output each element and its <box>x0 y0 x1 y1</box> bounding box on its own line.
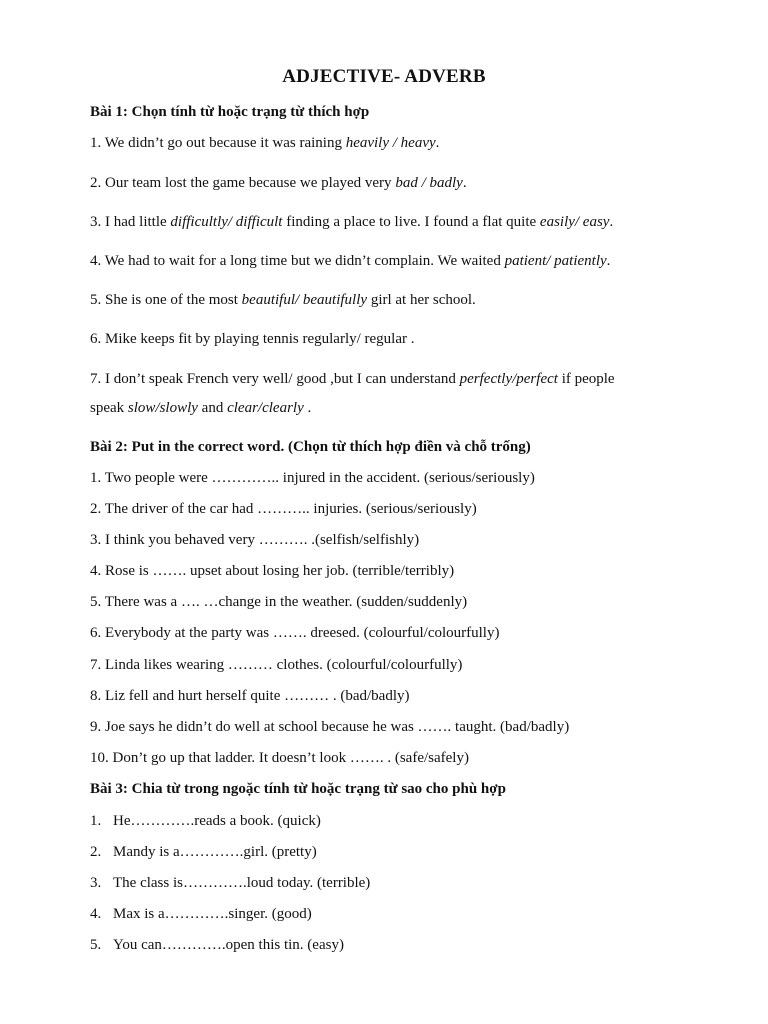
ex1-item-3: 3. I had little difficultly/ difficult finding a place to live. I found a flat quite easily/ easy. <box>90 214 614 230</box>
ex2-item-9: 9. Joe says he didn’t do well at school because he was ……. taught. (bad/badly) <box>90 719 570 735</box>
ex1-item-4: 4. We had to wait for a long time but we didn’t complain. We waited patient/ patiently. <box>90 253 611 269</box>
ex3-item-2: 2. Mandy is a………….girl. (pretty) <box>90 844 317 860</box>
ex2-item-1: 1. Two people were ………….. injured in the accident. (serious/seriously) <box>90 470 535 486</box>
ex1-heading: Bài 1: Chọn tính từ hoặc trạng từ thích hợp <box>90 104 370 120</box>
ex2-item-10: 10. Don’t go up that ladder. It doesn’t look ……. . (safe/safely) <box>90 750 469 766</box>
ex3-item-4: 4. Max is a………….singer. (good) <box>90 906 312 922</box>
ex1-item-2: 2. Our team lost the game because we played very bad / badly. <box>90 175 467 191</box>
ex1-item-7-cont: speak slow/slowly and clear/clearly . <box>90 400 312 416</box>
ex2-item-8: 8. Liz fell and hurt herself quite ……… . (bad/badly) <box>90 688 410 704</box>
ex2-item-6: 6. Everybody at the party was ……. dreesed. (colourful/colourfully) <box>90 625 500 641</box>
ex2-item-3: 3. I think you behaved very ………. .(selfish/selfishly) <box>90 532 420 548</box>
ex3-item-3: 3. The class is………….loud today. (terrible) <box>90 875 371 891</box>
ex2-item-5: 5. There was a …. …change in the weather. (sudden/suddenly) <box>90 594 468 610</box>
page-title: ADJECTIVE- ADVERB <box>282 66 486 87</box>
ex1-item-1: 1. We didn’t go out because it was raining heavily / heavy. <box>90 135 440 151</box>
ex2-item-7: 7. Linda likes wearing ……… clothes. (colourful/colourfully) <box>90 657 463 673</box>
ex2-heading: Bài 2: Put in the correct word. (Chọn từ thích hợp điền và chỗ trống) <box>90 439 531 455</box>
ex3-item-1: 1. He………….reads a book. (quick) <box>90 813 321 829</box>
ex3-item-5: 5. You can………….open this tin. (easy) <box>90 937 344 953</box>
ex1-item-5: 5. She is one of the most beautiful/ beautifully girl at her school. <box>90 292 476 308</box>
ex3-heading: Bài 3: Chia từ trong ngoặc tính từ hoặc trạng từ sao cho phù hợp <box>90 781 506 797</box>
ex2-item-4: 4. Rose is ……. upset about losing her job. (terrible/terribly) <box>90 563 455 579</box>
ex2-item-2: 2. The driver of the car had ……….. injuries. (serious/seriously) <box>90 501 477 517</box>
ex1-item-6: 6. Mike keeps fit by playing tennis regularly/ regular . <box>90 331 415 347</box>
ex1-item-7: 7. I don’t speak French very well/ good ,but I can understand perfectly/perfect if people <box>90 371 615 387</box>
